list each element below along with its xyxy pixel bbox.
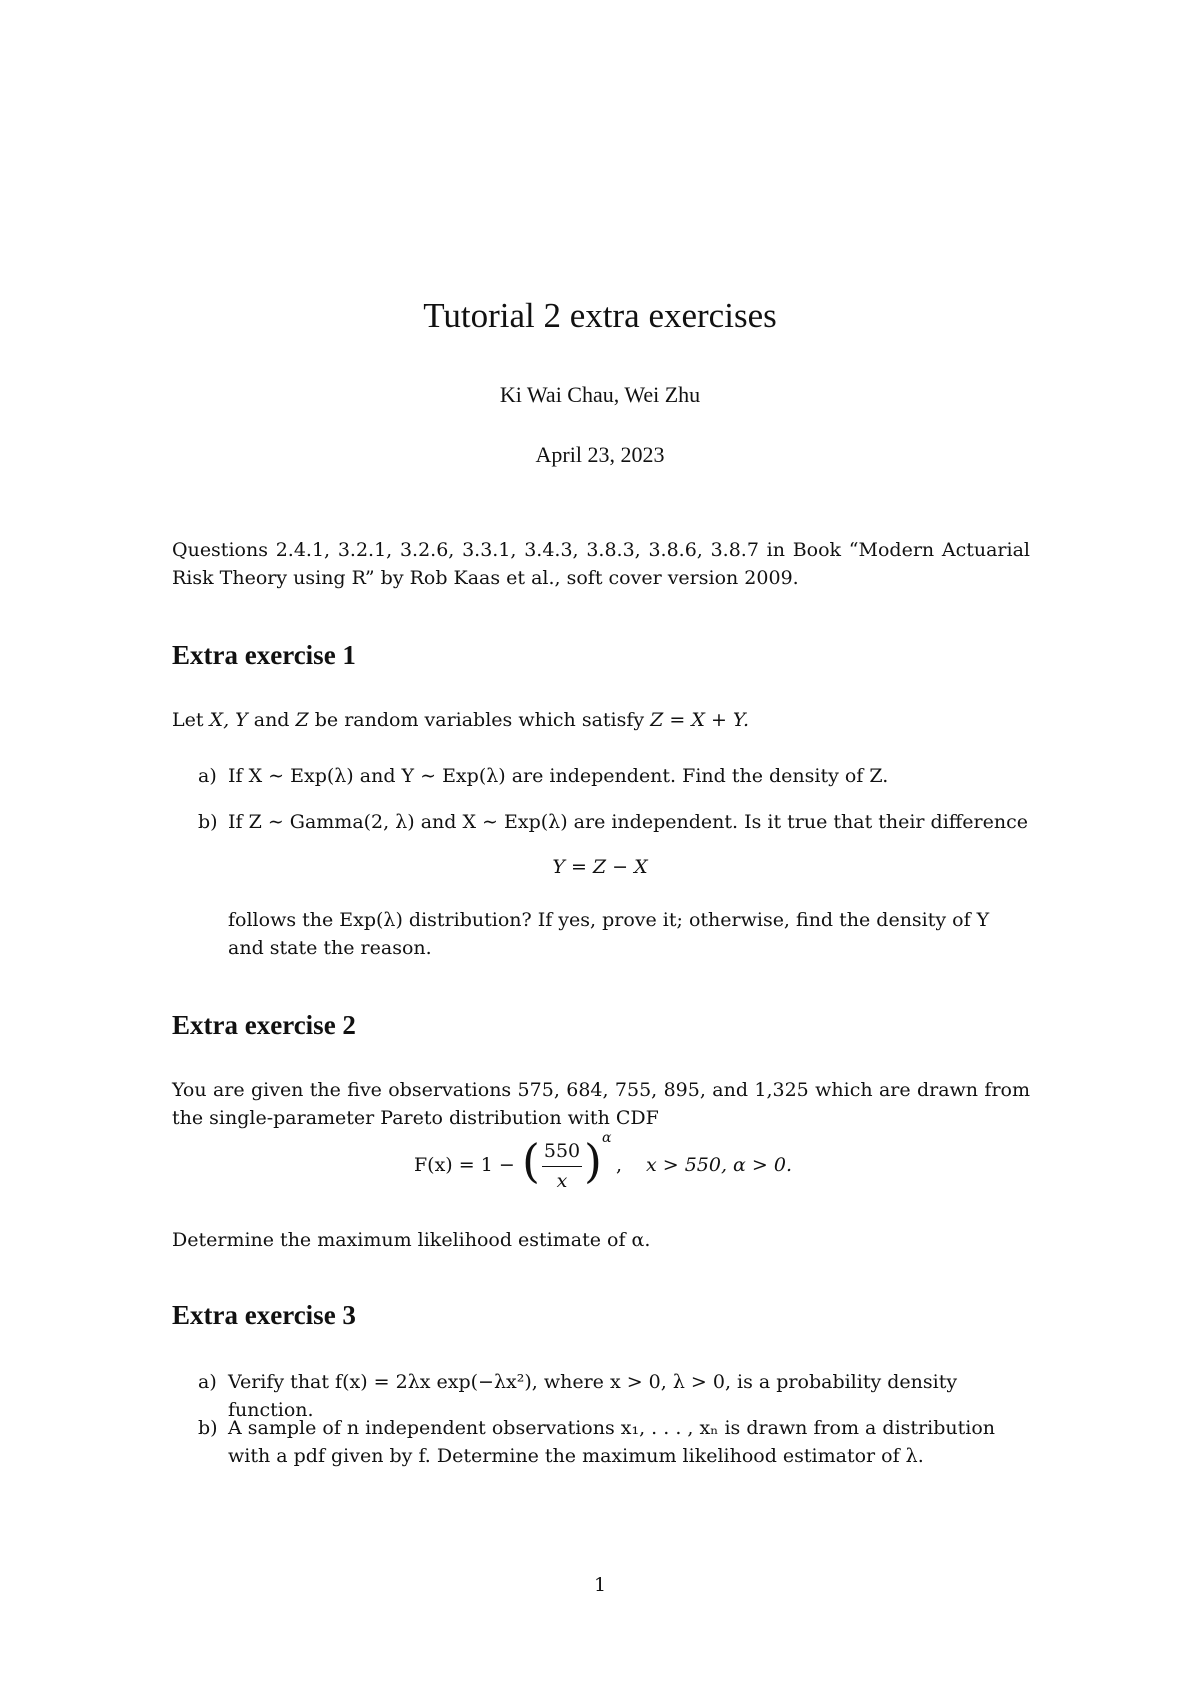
- exercise-3-part-b-text: A sample of n independent observations x₁, . . . , xₙ is drawn from a distribution with a pdf given by f. Determine the maximum likelihood estimator of λ.: [228, 1417, 995, 1467]
- exercise-1-part-b-followup-text: follows the Exp(λ) distribution? If yes, prove it; otherwise, find the density of Y and state the reason.: [228, 909, 990, 959]
- exercise-1-part-b: [198, 808, 1030, 836]
- exercise-1-heading: Extra exercise 1: [172, 640, 356, 670]
- exercise-2-text: You are given the five observations 575, 684, 755, 895, and 1,325 which are drawn from the single-parameter Pareto distribution with CDF: [172, 1079, 1030, 1129]
- exercise-3-heading: Extra exercise 3: [172, 1300, 356, 1330]
- exercise-3-part-a-text: Verify that f(x) = 2λx exp(−λx²), where x > 0, λ > 0, is a probability density function.: [228, 1371, 958, 1421]
- pareto-exponent: α: [602, 1130, 612, 1146]
- page-number: 1: [593, 1574, 607, 1596]
- intro-paragraph: Questions 2.4.1, 3.2.1, 3.2.6, 3.3.1, 3.4.3, 3.8.3, 3.8.6, 3.8.7 in Book “Modern Actuarial Risk Theory using R” by Rob Kaas et al., soft cover version 2009.: [172, 539, 1030, 589]
- pareto-lhs: F(x) = 1 −: [414, 1154, 515, 1176]
- pareto-numerator: 550: [543, 1140, 581, 1162]
- pareto-cdf-equation: [414, 1130, 814, 1200]
- exercise-1-intro-z: Z: [295, 709, 309, 731]
- exercise-1-difference-equation: [0, 856, 1200, 878]
- exercise-1-part-b-text: If Z ∼ Gamma(2, λ) and X ∼ Exp(λ) are independent. Is it true that their difference: [228, 811, 1028, 833]
- exercise-1-part-a-text: If X ∼ Exp(λ) and Y ∼ Exp(λ) are independent. Find the density of Z.: [228, 765, 889, 787]
- difference-equation-text: Y = Z − X: [552, 856, 648, 878]
- exercise-1-intro: [172, 706, 1030, 734]
- exercise-3-part-b: [198, 1414, 1030, 1470]
- left-paren: (: [522, 1134, 540, 1188]
- pareto-condition: x > 550, α > 0.: [646, 1154, 793, 1176]
- document-authors: Ki Wai Chau, Wei Zhu: [499, 382, 701, 407]
- exercise-1-intro-post: be random variables which satisfy: [308, 709, 651, 731]
- exercise-2-heading: Extra exercise 2: [172, 1010, 356, 1040]
- exercise-3-part-a: [198, 1368, 1030, 1421]
- pareto-denominator: x: [556, 1170, 568, 1192]
- exercise-1-intro-mid: and: [247, 709, 296, 731]
- exercise-1-part-a-label: a): [198, 765, 217, 787]
- equation-comma: ,: [616, 1154, 623, 1176]
- exercise-1-part-b-followup: [198, 906, 1030, 962]
- document-title: Tutorial 2 extra exercises: [423, 296, 777, 335]
- exercise-1-intro-pre: Let: [172, 709, 210, 731]
- right-paren: ): [584, 1134, 602, 1188]
- exercise-1-intro-vars: X, Y: [209, 709, 248, 731]
- exercise-1-part-b-label: b): [198, 811, 218, 833]
- document-date: April 23, 2023: [535, 442, 665, 467]
- exercise-2-task: Determine the maximum likelihood estimate of α.: [172, 1229, 651, 1251]
- exercise-1-intro-equation: Z = X + Y.: [650, 709, 750, 731]
- exercise-1-part-a: [198, 762, 1030, 790]
- fraction-bar: [542, 1166, 582, 1167]
- exercise-3-part-b-label: b): [198, 1417, 218, 1439]
- exercise-3-part-a-label: a): [198, 1371, 217, 1393]
